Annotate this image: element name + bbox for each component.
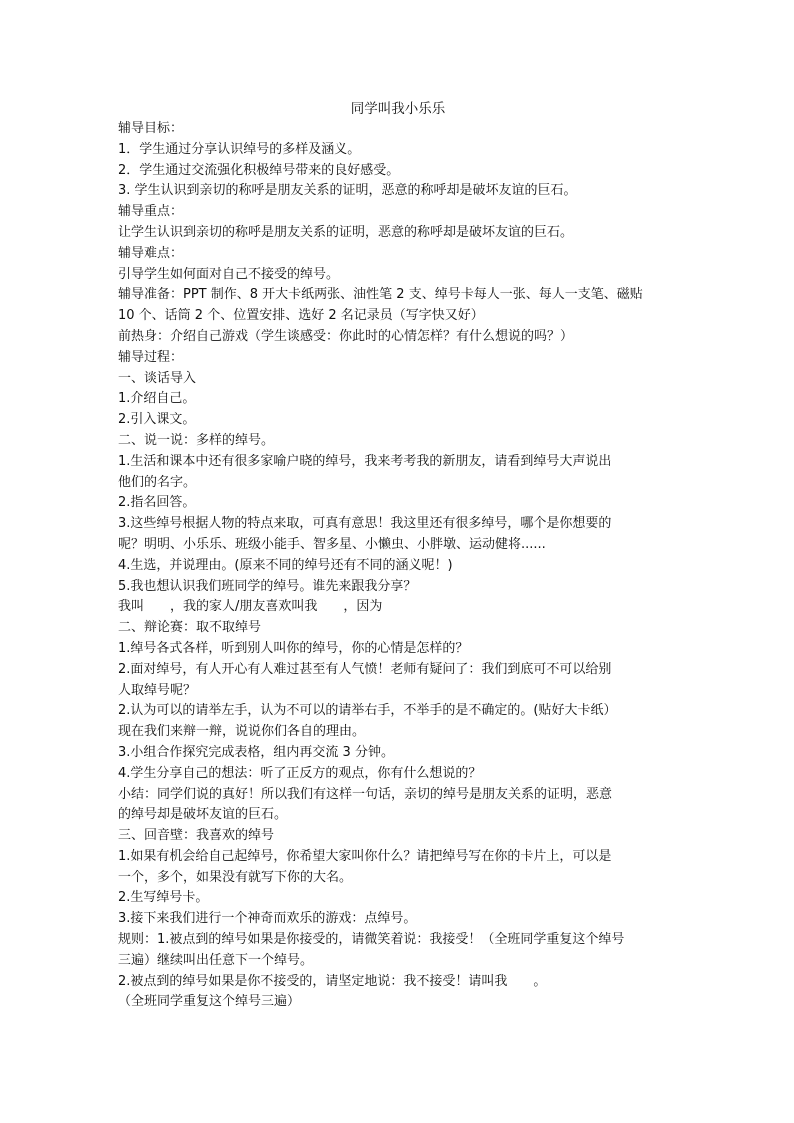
rules-text-2-cont: （全班同学重复这个绰号三遍） xyxy=(118,994,301,1010)
rules-text: 规则：1.被点到的绰号如果是你接受的，请微笑着说：我接受！（全班同学重复这个绰号 xyxy=(118,932,625,948)
section-heading-process: 辅导过程： xyxy=(118,349,184,365)
warmup-text: 前热身：介绍自己游戏（学生谈感受：你此时的心情怎样？有什么想说的吗？） xyxy=(118,328,574,344)
paragraph: 2.认为可以的请举左手，认为不可以的请举右手，不举手的是不确定的。(贴好大卡纸） xyxy=(118,703,617,719)
key-point-text: 让学生认识到亲切的称呼是朋友关系的证明，恶意的称呼却是破坏友谊的巨石。 xyxy=(118,224,574,240)
paragraph: 4.学生分享自己的想法：听了正反方的观点，你有什么想说的？ xyxy=(118,765,482,781)
document-title: 同学叫我小乐乐 xyxy=(350,101,446,117)
paragraph: 人取绰号呢？ xyxy=(118,682,197,698)
goal-item-2: 2．学生通过交流强化积极绰号带来的良好感受。 xyxy=(118,162,400,178)
part-heading-2: 二、说一说：多样的绰号。 xyxy=(118,432,275,448)
paragraph: 2.引入课文。 xyxy=(118,412,196,428)
paragraph: 2.指名回答。 xyxy=(118,495,196,511)
fill-in-sentence: 我叫 ，我的家人/朋友喜欢叫我 ，因为 xyxy=(118,599,383,615)
rules-text-2: 2.被点到的绰号如果是你不接受的，请坚定地说：我不接受！请叫我 。 xyxy=(118,973,547,989)
paragraph: 2.面对绰号，有人开心有人难过甚至有人气愤！老师有疑问了：我们到底可不可以给别 xyxy=(118,661,612,677)
paragraph: 3.小组合作探究完成表格，组内再交流 3 分钟。 xyxy=(118,744,394,760)
paragraph: 1.介绍自己。 xyxy=(118,391,196,407)
paragraph: 1.绰号各式各样，听到别人叫你的绰号，你的心情是怎样的？ xyxy=(118,640,469,656)
paragraph: 呢？明明、小乐乐、班级小能手、智多星、小懒虫、小胖墩、运动健将...... xyxy=(118,536,546,552)
summary-text: 小结：同学们说的真好！所以我们有这样一句话，亲切的绰号是朋友关系的证明，恶意 xyxy=(118,786,613,802)
part-heading-4: 三、回音壁：我喜欢的绰号 xyxy=(118,828,275,844)
paragraph: 4.生选，并说理由。(原来不同的绰号还有不同的涵义呢！) xyxy=(118,557,453,573)
goal-item-3: 3. 学生认识到亲切的称呼是朋友关系的证明，恶意的称呼却是破坏友谊的巨石。 xyxy=(118,183,577,199)
goal-item-1: 1．学生通过分享认识绰号的多样及涵义。 xyxy=(118,141,361,157)
paragraph: 1.生活和课本中还有很多家喻户晓的绰号，我来考考我的新朋友，请看到绰号大声说出 xyxy=(118,453,612,469)
paragraph: 3.这些绰号根据人物的特点来取，可真有意思！我这里还有很多绰号，哪个是你想要的 xyxy=(118,516,612,532)
section-heading-difficulty: 辅导难点： xyxy=(118,245,184,261)
section-heading-key-points: 辅导重点： xyxy=(118,204,184,220)
paragraph: 3.接下来我们进行一个神奇而欢乐的游戏：点绰号。 xyxy=(118,911,417,927)
preparation-text: 辅导准备：PPT 制作、8 开大卡纸两张、油性笔 2 支、绰号卡每人一张、每人一支笔、磁贴 xyxy=(118,287,643,303)
paragraph: 1.如果有机会给自己起绰号，你希望大家叫你什么？请把绰号写在你的卡片上，可以是 xyxy=(118,848,612,864)
part-heading-3: 二、辩论赛：取不取绰号 xyxy=(118,620,262,636)
document-body xyxy=(118,119,678,1013)
section-heading-goals: 辅导目标： xyxy=(118,121,184,136)
paragraph: 2.生写绰号卡。 xyxy=(118,890,209,906)
paragraph: 现在我们来辩一辩，说说你们各自的理由。 xyxy=(118,724,366,740)
paragraph: 一个，多个，如果没有就写下你的大名。 xyxy=(118,869,353,885)
rules-text-cont: 三遍）继续叫出任意下一个绰号。 xyxy=(118,952,314,968)
part-heading-1: 一、谈话导入 xyxy=(118,370,197,386)
paragraph: 5.我也想认识我们班同学的绰号。谁先来跟我分享？ xyxy=(118,578,417,594)
difficulty-text: 引导学生如何面对自己不接受的绰号。 xyxy=(118,266,340,282)
document-page xyxy=(118,99,678,1013)
paragraph: 他们的名字。 xyxy=(118,474,197,490)
summary-text-cont: 的绰号却是破坏友谊的巨石。 xyxy=(118,807,288,823)
preparation-text-cont: 10 个、话筒 2 个、位置安排、选好 2 名记录员（写字快又好） xyxy=(118,308,484,324)
